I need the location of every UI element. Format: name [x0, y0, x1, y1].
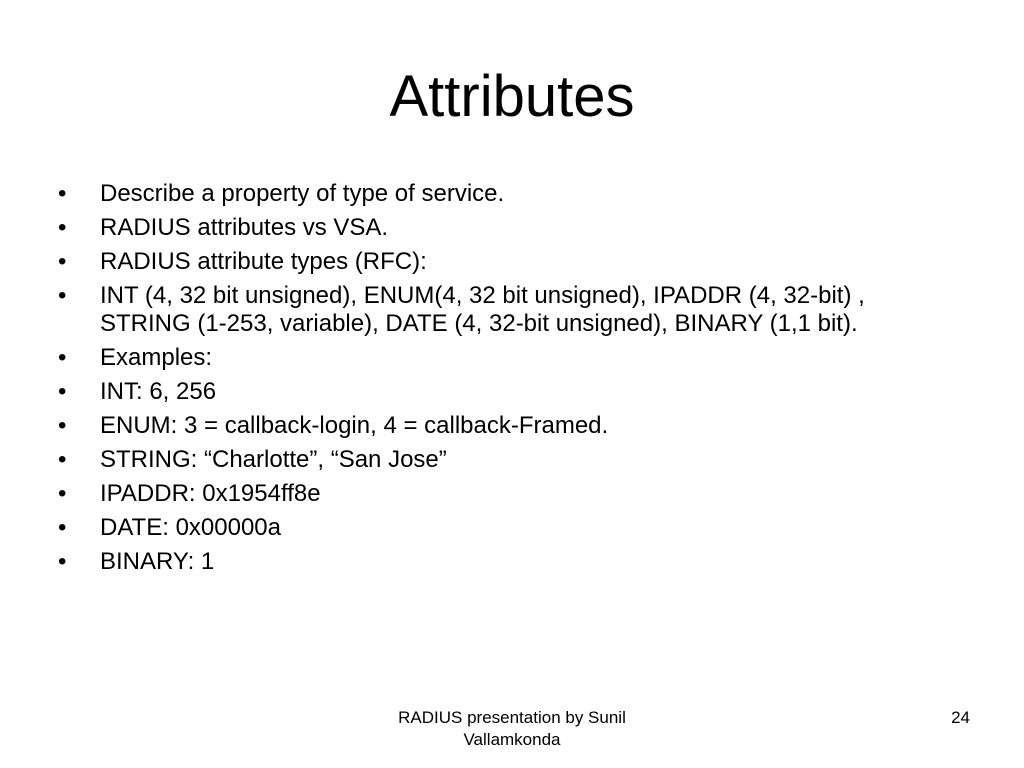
bullet-point-icon: • [58, 378, 67, 405]
bullet-text: BINARY: 1 [100, 548, 215, 575]
bullet-item [58, 180, 958, 208]
bullet-text: IPADDR: 0x1954ff8e [100, 480, 321, 507]
bullet-item [58, 214, 958, 242]
bullet-point-icon: • [58, 180, 67, 207]
slide-title: Attributes [389, 64, 635, 129]
bullet-item [58, 548, 958, 576]
bullet-point-icon: • [58, 248, 67, 275]
bullet-item [58, 282, 958, 338]
bullet-text: ENUM: 3 = callback-login, 4 = callback-Framed. [100, 412, 609, 439]
bullet-point-icon: • [58, 480, 67, 507]
bullet-point-icon: • [58, 282, 67, 309]
bullet-item [58, 344, 958, 372]
bullet-text: INT: 6, 256 [100, 378, 217, 405]
bullet-item [58, 248, 958, 276]
bullet-text: RADIUS attribute types (RFC): [100, 248, 427, 275]
bullet-text: INT (4, 32 bit unsigned), ENUM(4, 32 bit unsigned), IPADDR (4, 32-bit) , STRING (1-253, variable), DATE (4, 32-bit unsigned), BINARY (1,1 bit). [100, 282, 865, 337]
bullet-item [58, 412, 958, 440]
bullet-text: Examples: [100, 344, 213, 371]
bullet-text: DATE: 0x00000a [100, 514, 281, 541]
bullet-text: STRING: “Charlotte”, “San Jose” [100, 446, 447, 473]
bullet-item [58, 378, 958, 406]
bullet-point-icon: • [58, 344, 67, 371]
bullet-point-icon: • [58, 446, 67, 473]
slide-number: 24 [951, 708, 970, 727]
bullet-point-icon: • [58, 412, 67, 439]
bullet-item [58, 514, 958, 542]
bullet-point-icon: • [58, 214, 67, 241]
slide-footer: RADIUS presentation by Sunil Vallamkonda [398, 708, 626, 749]
bullet-text: Describe a property of type of service. [100, 180, 505, 207]
bullet-list [58, 180, 958, 582]
bullet-point-icon: • [58, 548, 67, 575]
bullet-item [58, 446, 958, 474]
bullet-text: RADIUS attributes vs VSA. [100, 214, 389, 241]
bullet-point-icon: • [58, 514, 67, 541]
bullet-item [58, 480, 958, 508]
